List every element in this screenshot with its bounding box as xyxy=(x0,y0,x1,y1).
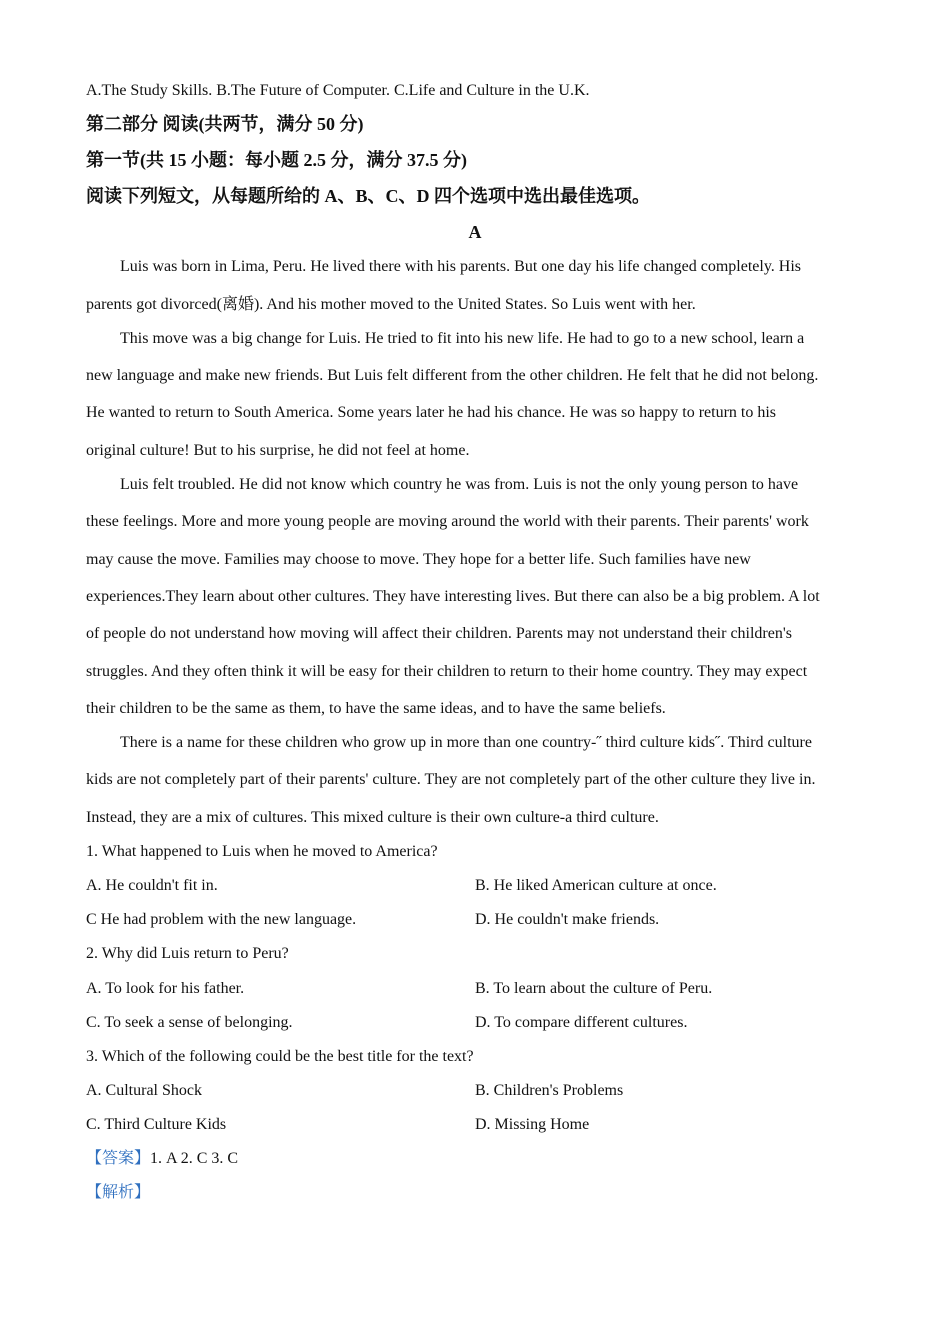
passage-line: their children to be the same as them, to have the same ideas, and to have the same beliefs. xyxy=(86,700,666,717)
question-stem: 1. What happened to Luis when he moved to America? xyxy=(86,843,438,860)
option-c: C. Third Culture Kids xyxy=(86,1116,227,1133)
passage-line: original culture! But to his surprise, he did not feel at home. xyxy=(86,442,470,459)
passage-line: new language and make new friends. But Luis felt different from the other children. He felt that he did not belong. xyxy=(86,367,819,384)
answer-text: 1. A 2. C 3. C xyxy=(150,1150,239,1167)
passage-line: of people do not understand how moving will affect their children. Parents may not understand their children's xyxy=(86,625,792,642)
question-stem: 2. Why did Luis return to Peru? xyxy=(86,945,289,962)
previous-question-options: A.The Study Skills. B.The Future of Computer. C.Life and Culture in the U.K. xyxy=(86,82,590,99)
option-a: A. Cultural Shock xyxy=(86,1082,202,1099)
part-title: 第二部分 阅读(共两节，满分 50 分) xyxy=(86,114,364,134)
passage-line: Instead, they are a mix of cultures. This mixed culture is their own culture-a third culture. xyxy=(86,809,659,826)
option-a: A. He couldn't fit in. xyxy=(86,877,218,894)
passage-line: kids are not completely part of their parents' culture. They are not completely part of the other culture they live in. xyxy=(86,771,816,788)
passage-line: This move was a big change for Luis. He tried to fit into his new life. He had to go to a new school, learn a xyxy=(120,330,805,347)
option-c: C. To seek a sense of belonging. xyxy=(86,1014,293,1031)
passage-label: A xyxy=(468,222,482,242)
passage-line: parents got divorced(离婚). And his mother moved to the United States. So Luis went with her. xyxy=(86,296,696,313)
option-b: B. To learn about the culture of Peru. xyxy=(475,980,713,997)
passage-line: may cause the move. Families may choose to move. They hope for a better life. Such families have new xyxy=(86,551,751,568)
option-a: A. To look for his father. xyxy=(86,980,245,997)
answer-line xyxy=(86,1149,238,1169)
analysis-label: 【解析】 xyxy=(86,1184,151,1201)
option-b: B. He liked American culture at once. xyxy=(475,877,717,894)
option-d: D. To compare different cultures. xyxy=(475,1014,688,1031)
answer-label: 【答案】 xyxy=(86,1150,151,1167)
passage-line: Luis was born in Lima, Peru. He lived there with his parents. But one day his life changed completely. His xyxy=(120,258,802,275)
passage-line: these feelings. More and more young people are moving around the world with their parents. Their parents' work xyxy=(86,513,809,530)
section-title: 第一节(共 15 小题：每小题 2.5 分，满分 37.5 分) xyxy=(86,150,467,170)
option-b: B. Children's Problems xyxy=(475,1082,624,1099)
question-stem: 3. Which of the following could be the best title for the text? xyxy=(86,1048,474,1065)
passage-line: There is a name for these children who grow up in more than one country-˝ third culture kids˝. Third culture xyxy=(120,734,812,751)
passage-line: experiences.They learn about other cultures. They have interesting lives. But there can also be a big problem. A lot xyxy=(86,588,820,605)
option-d: D. Missing Home xyxy=(475,1116,590,1133)
passage-line: Luis felt troubled. He did not know which country he was from. Luis is not the only young person to have xyxy=(120,476,799,493)
instruction: 阅读下列短文，从每题所给的 A、B、C、D 四个选项中选出最佳选项。 xyxy=(86,186,650,206)
passage-line: He wanted to return to South America. Some years later he had his chance. He was so happy to return to his xyxy=(86,404,777,421)
option-c: C He had problem with the new language. xyxy=(86,911,357,928)
passage-line: struggles. And they often think it will be easy for their children to return to their home country. They may expect xyxy=(86,663,808,680)
option-d: D. He couldn't make friends. xyxy=(475,911,660,928)
